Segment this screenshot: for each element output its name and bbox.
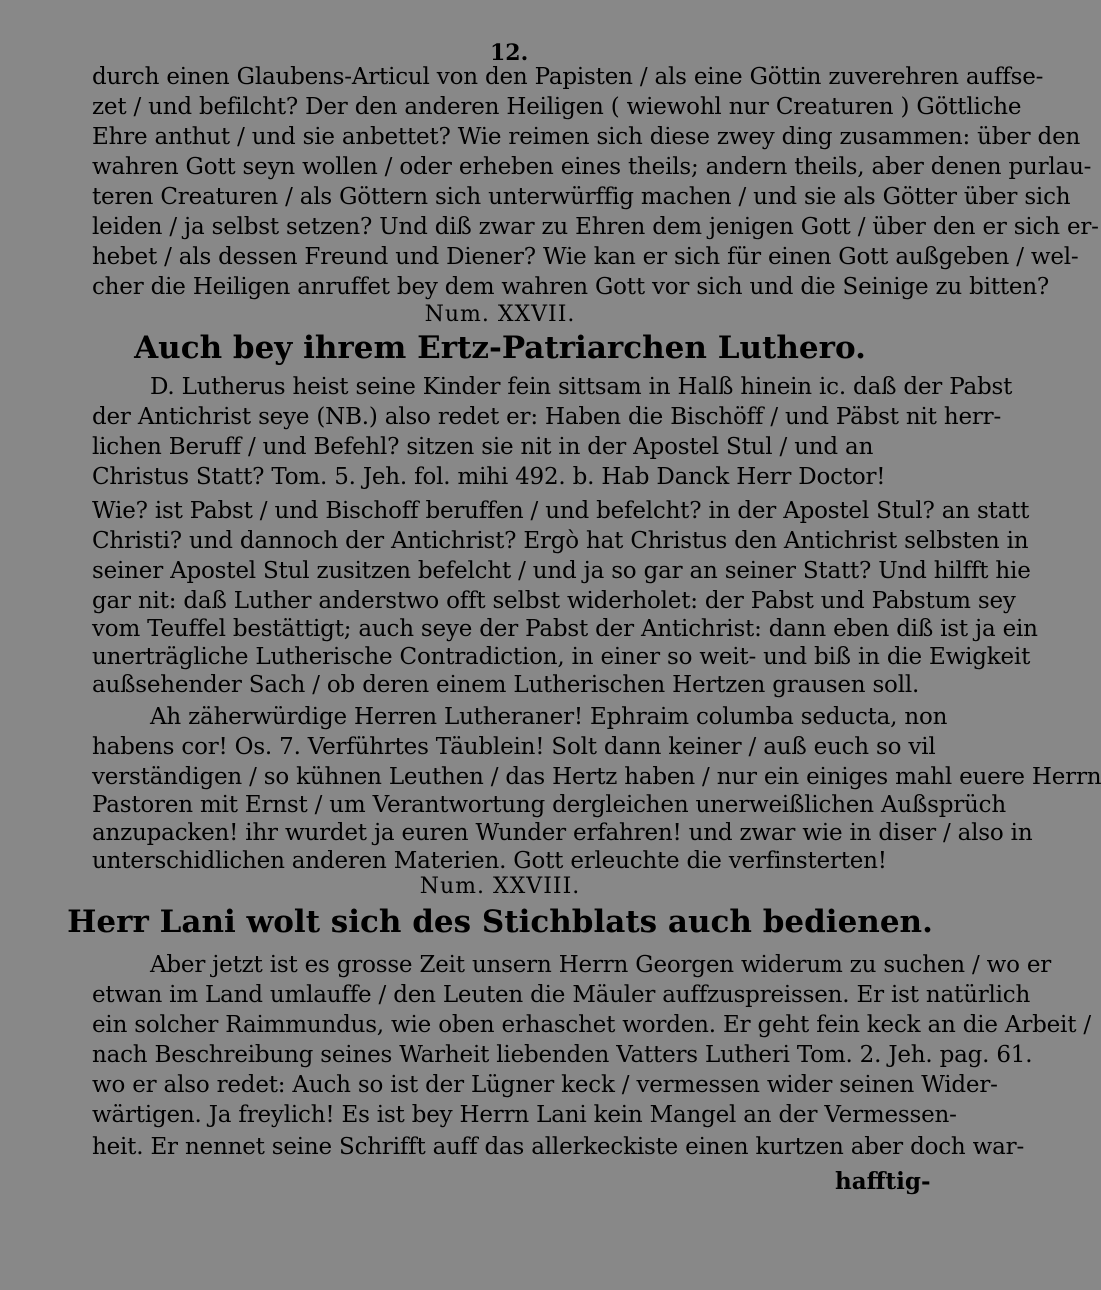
text-line: teren Creaturen / als Göttern sich unterwürffig machen / und sie als Götter über sich (92, 184, 1071, 210)
text-line: D. Lutherus heist seine Kinder fein sittsam in Halß hinein ic. daß der Pabst (150, 374, 1013, 400)
text-line: außsehender Sach / ob deren einem Lutherischen Hertzen grausen soll. (92, 672, 920, 698)
text-line: verständigen / so kühnen Leuthen / das Hertz haben / nur ein einiges mahl euere Herrn (92, 764, 1101, 790)
text-line: wärtigen. Ja freylich! Es ist bey Herrn Lani kein Mangel an der Vermessen- (92, 1102, 957, 1128)
text-line: Christus Statt? Tom. 5. Jeh. fol. mihi 492. b. Hab Danck Herr Doctor! (92, 464, 886, 490)
text-line: cher die Heiligen anruffet bey dem wahren Gott vor sich und die Seinige zu bitten? (92, 274, 1050, 300)
text-line: zet / und befilcht? Der den anderen Heiligen ( wiewohl nur Creaturen ) Göttliche (92, 94, 1022, 120)
text-line: durch einen Glaubens-Articul von den Papisten / als eine Göttin zuverehren auffse- (92, 64, 1044, 90)
text-line: Pastoren mit Ernst / um Verantwortung dergleichen unerweißlichen Außsprüch (92, 792, 1006, 818)
text-line: der Antichrist seye (NB.) also redet er: Haben die Bischöff / und Päbst nit herr- (92, 404, 1002, 430)
section-heading: Auch bey ihrem Ertz-Patriarchen Luthero. (134, 330, 866, 366)
text-line: nach Beschreibung seines Warheit liebenden Vatters Lutheri Tom. 2. Jeh. pag. 61. (92, 1042, 1033, 1068)
text-line: Aber jetzt ist es grosse Zeit unsern Herrn Georgen widerum zu suchen / wo er (150, 952, 1052, 978)
text-line: Ehre anthut / und sie anbettet? Wie reimen sich diese zwey ding zusammen: über den (92, 124, 1081, 150)
text-line: Wie? ist Pabst / und Bischoff beruffen / und befelcht? in der Apostel Stul? an statt (92, 498, 1030, 524)
text-line: vom Teuffel bestättigt; auch seye der Pabst der Antichrist: dann eben diß ist ja ein (92, 616, 1038, 642)
text-line: wahren Gott seyn wollen / oder erheben eines theils; andern theils, aber denen purlau- (92, 154, 1092, 180)
text-line: anzupacken! ihr wurdet ja euren Wunder erfahren! und zwar wie in diser / also in (92, 820, 1033, 846)
text-line: Ah zäherwürdige Herren Lutheraner! Ephraim columba seducta, non (150, 704, 948, 730)
text-line: habens cor! Os. 7. Verführtes Täublein! Solt dann keiner / auß euch so vil (92, 734, 936, 760)
text-line: seiner Apostel Stul zusitzen befelcht / und ja so gar an seiner Statt? Und hilfft hie (92, 558, 1031, 584)
page-number: 12. (490, 40, 529, 66)
section-number: Num. XXVII. (424, 302, 576, 327)
text-line: unterschidlichen anderen Materien. Gott erleuchte die verfinsterten! (92, 848, 887, 874)
text-line: hebet / als dessen Freund und Diener? Wie kan er sich für einen Gott außgeben / wel- (92, 244, 1079, 270)
text-line: Christi? und dannoch der Antichrist? Ergò hat Christus den Antichrist selbsten in (92, 528, 1029, 554)
catchword: hafftig- (835, 1168, 931, 1195)
text-line: leiden / ja selbst setzen? Und diß zwar zu Ehren dem jenigen Gott / über den er sich er- (92, 214, 1099, 240)
text-line: etwan im Land umlauffe / den Leuten die Mäuler auffzuspreissen. Er ist natürlich (92, 982, 1031, 1008)
section-heading: Herr Lani wolt sich des Stichblats auch bedienen. (67, 904, 933, 940)
text-line: wo er also redet: Auch so ist der Lügner keck / vermessen wider seinen Wider- (92, 1072, 998, 1098)
text-line: heit. Er nennet seine Schrifft auff das allerkeckiste einen kurtzen aber doch war- (92, 1134, 1025, 1160)
text-line: unerträgliche Lutherische Contradiction, in einer so weit- und biß in die Ewigkeit (92, 644, 1031, 670)
section-number: Num. XXVIII. (419, 874, 581, 899)
text-line: gar nit: daß Luther anderstwo offt selbst widerholet: der Pabst und Pabstum sey (92, 588, 1016, 614)
text-line: ein solcher Raimmundus, wie oben erhaschet worden. Er geht fein keck an die Arbeit / (92, 1012, 1091, 1038)
text-line: lichen Beruff / und Befehl? sitzen sie nit in der Apostel Stul / und an (92, 434, 874, 460)
